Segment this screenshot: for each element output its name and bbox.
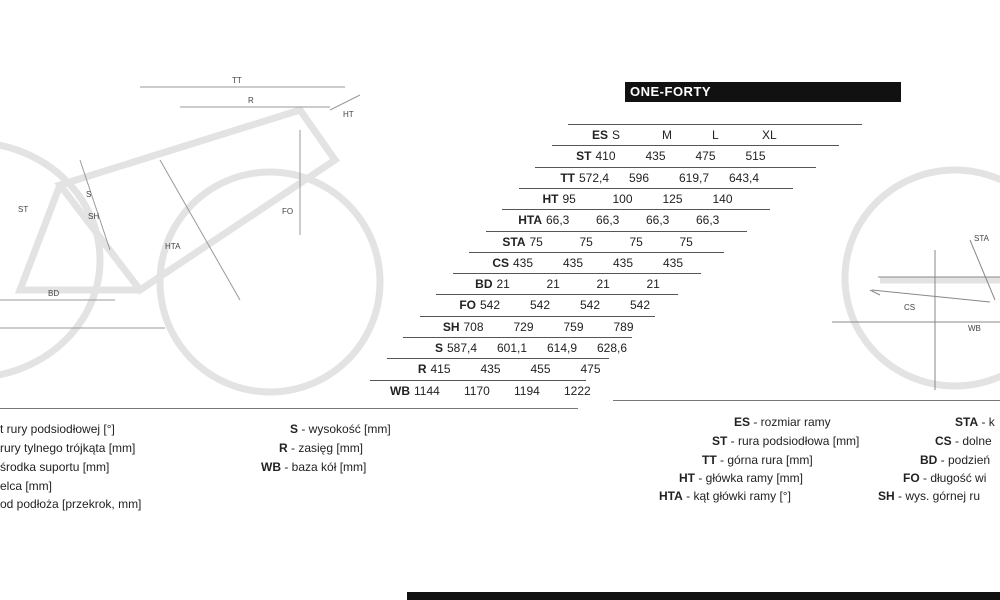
table-row-label: WB	[390, 383, 410, 398]
table-row-label: SH	[442, 319, 460, 334]
table-cell: 614,9	[547, 341, 578, 355]
table-cell: 75	[679, 234, 693, 249]
legend-item: TT - górna rura [mm]	[702, 453, 813, 467]
table-cell: 596	[629, 170, 650, 185]
model-title-bar	[625, 82, 901, 102]
bottom-bar	[407, 592, 1000, 600]
table-header-size: L	[712, 128, 719, 142]
table-row-label: FO	[459, 298, 476, 313]
table-row-divider	[568, 124, 862, 125]
diagram-label-tt: TT	[232, 76, 242, 85]
legend-item: STA - k	[955, 415, 995, 429]
table-cell: 435	[663, 255, 684, 270]
table-cell: 21	[496, 277, 510, 292]
diagram-label-sh: SH	[88, 212, 100, 221]
table-cell: 75	[529, 234, 543, 249]
table-cell: 475	[695, 149, 716, 164]
table-cell: 410	[595, 149, 616, 164]
table-cell: 455	[530, 362, 551, 377]
table-cell: 515	[745, 149, 766, 164]
diagram-label-sta: STA	[974, 234, 989, 243]
model-title: ONE-FORTY	[630, 84, 712, 99]
table-row-divider	[453, 273, 702, 274]
table-cell: 759	[563, 319, 584, 334]
legend-item: HTA - kąt główki ramy [°]	[659, 489, 791, 503]
table-cell: 75	[629, 234, 643, 249]
table-cell: 66,3	[596, 213, 620, 228]
table-row-label: STA	[502, 234, 526, 249]
table-cell: 628,6	[597, 341, 628, 355]
legend-item: elca [mm]	[0, 479, 53, 493]
table-cell: 1222	[564, 383, 591, 398]
table-row-label: CS	[492, 255, 509, 270]
table-cell: 1194	[514, 383, 540, 398]
legend-item: od podłoża [przekrok, mm]	[0, 497, 142, 511]
table-row-label: TT	[560, 170, 575, 185]
table-row-label: HTA	[518, 213, 542, 228]
table-row-label: R	[417, 362, 427, 377]
table-cell: 95	[562, 191, 576, 206]
table-cell: 619,7	[679, 170, 710, 185]
legend-item: ST - rura podsiodłowa [mm]	[712, 434, 860, 448]
table-cell: 66,3	[696, 213, 720, 228]
table-cell: 435	[613, 255, 634, 270]
table-cell: 475	[580, 362, 601, 377]
legend-item: HT - główka ramy [mm]	[679, 471, 804, 485]
table-row-divider	[486, 231, 748, 232]
table-row-divider	[469, 252, 724, 253]
table-row-divider	[535, 167, 816, 168]
table-cell: 125	[662, 191, 683, 206]
table-cell: 21	[646, 277, 660, 292]
diagram-label-fo: FO	[282, 207, 294, 216]
table-cell: 542	[480, 298, 501, 313]
table-cell: 66,3	[546, 213, 570, 228]
table-cell: 729	[513, 319, 534, 334]
table-header-size: S	[612, 128, 621, 142]
legend-divider-right	[613, 400, 1000, 401]
table-cell: 708	[463, 319, 484, 334]
table-cell: 75	[579, 234, 593, 249]
table-row-divider	[436, 294, 678, 295]
table-cell: 1170	[464, 383, 490, 398]
legend-item: CS - dolne	[935, 434, 992, 448]
legend-item: SH - wys. górnej ru	[878, 489, 981, 503]
table-row-divider	[502, 209, 770, 210]
table-row-divider	[370, 380, 586, 381]
legend-item: środka suportu [mm]	[0, 460, 110, 474]
diagram-label-hta: HTA	[165, 242, 181, 251]
table-cell: 1144	[414, 383, 440, 398]
table-cell: 21	[596, 277, 610, 292]
table-row-divider	[519, 188, 794, 189]
diagram-label-ht: HT	[343, 110, 354, 119]
legend-item: ES - rozmiar ramy	[734, 415, 831, 429]
table-header-size: M	[662, 128, 672, 142]
diagram-label-st: ST	[18, 205, 29, 214]
table-row-label: HT	[542, 191, 559, 206]
table-cell: 587,4	[447, 341, 478, 355]
table-cell: 542	[580, 298, 601, 313]
table-cell: 542	[630, 298, 651, 313]
legend-divider-left	[0, 408, 578, 409]
legend-item: BD - podzień	[920, 453, 991, 467]
table-cell: 643,4	[729, 170, 760, 185]
table-row-label: S	[434, 341, 443, 355]
table-row-divider	[403, 337, 632, 338]
table-cell: 435	[563, 255, 584, 270]
table-row-divider	[420, 316, 656, 317]
diagram-label-cs: CS	[904, 303, 916, 312]
legend-item: FO - długość wi	[903, 471, 987, 485]
table-row-divider	[552, 145, 840, 146]
table-cell: 140	[712, 191, 733, 206]
table-row-label: BD	[475, 277, 493, 292]
table-cell: 66,3	[646, 213, 670, 228]
legend-item: S - wysokość [mm]	[290, 422, 391, 436]
diagram-label-r: R	[248, 96, 254, 105]
legend-item: t rury podsiodłowej [°]	[0, 422, 115, 436]
table-cell: 435	[513, 255, 534, 270]
table-header-label: ES	[591, 128, 608, 142]
table-cell: 601,1	[497, 341, 528, 355]
table-cell: 435	[645, 149, 666, 164]
table-cell: 789	[613, 319, 634, 334]
table-cell: 572,4	[579, 170, 610, 185]
table-cell: 415	[430, 362, 451, 377]
table-cell: 435	[480, 362, 501, 377]
diagram-label-bd: BD	[48, 289, 60, 298]
legend-item: WB - baza kół [mm]	[261, 460, 367, 474]
table-header-size: XL	[762, 128, 777, 142]
legend-item: rury tylnego trójkąta [mm]	[0, 441, 136, 455]
table-row-label: ST	[576, 149, 592, 164]
legend-item: R - zasięg [mm]	[279, 441, 364, 455]
table-cell: 542	[530, 298, 551, 313]
table-cell: 21	[546, 277, 560, 292]
diagram-label-s: S	[86, 190, 92, 199]
table-row-divider	[387, 358, 610, 359]
diagram-label-wb: WB	[968, 324, 981, 333]
table-cell: 100	[612, 191, 633, 206]
